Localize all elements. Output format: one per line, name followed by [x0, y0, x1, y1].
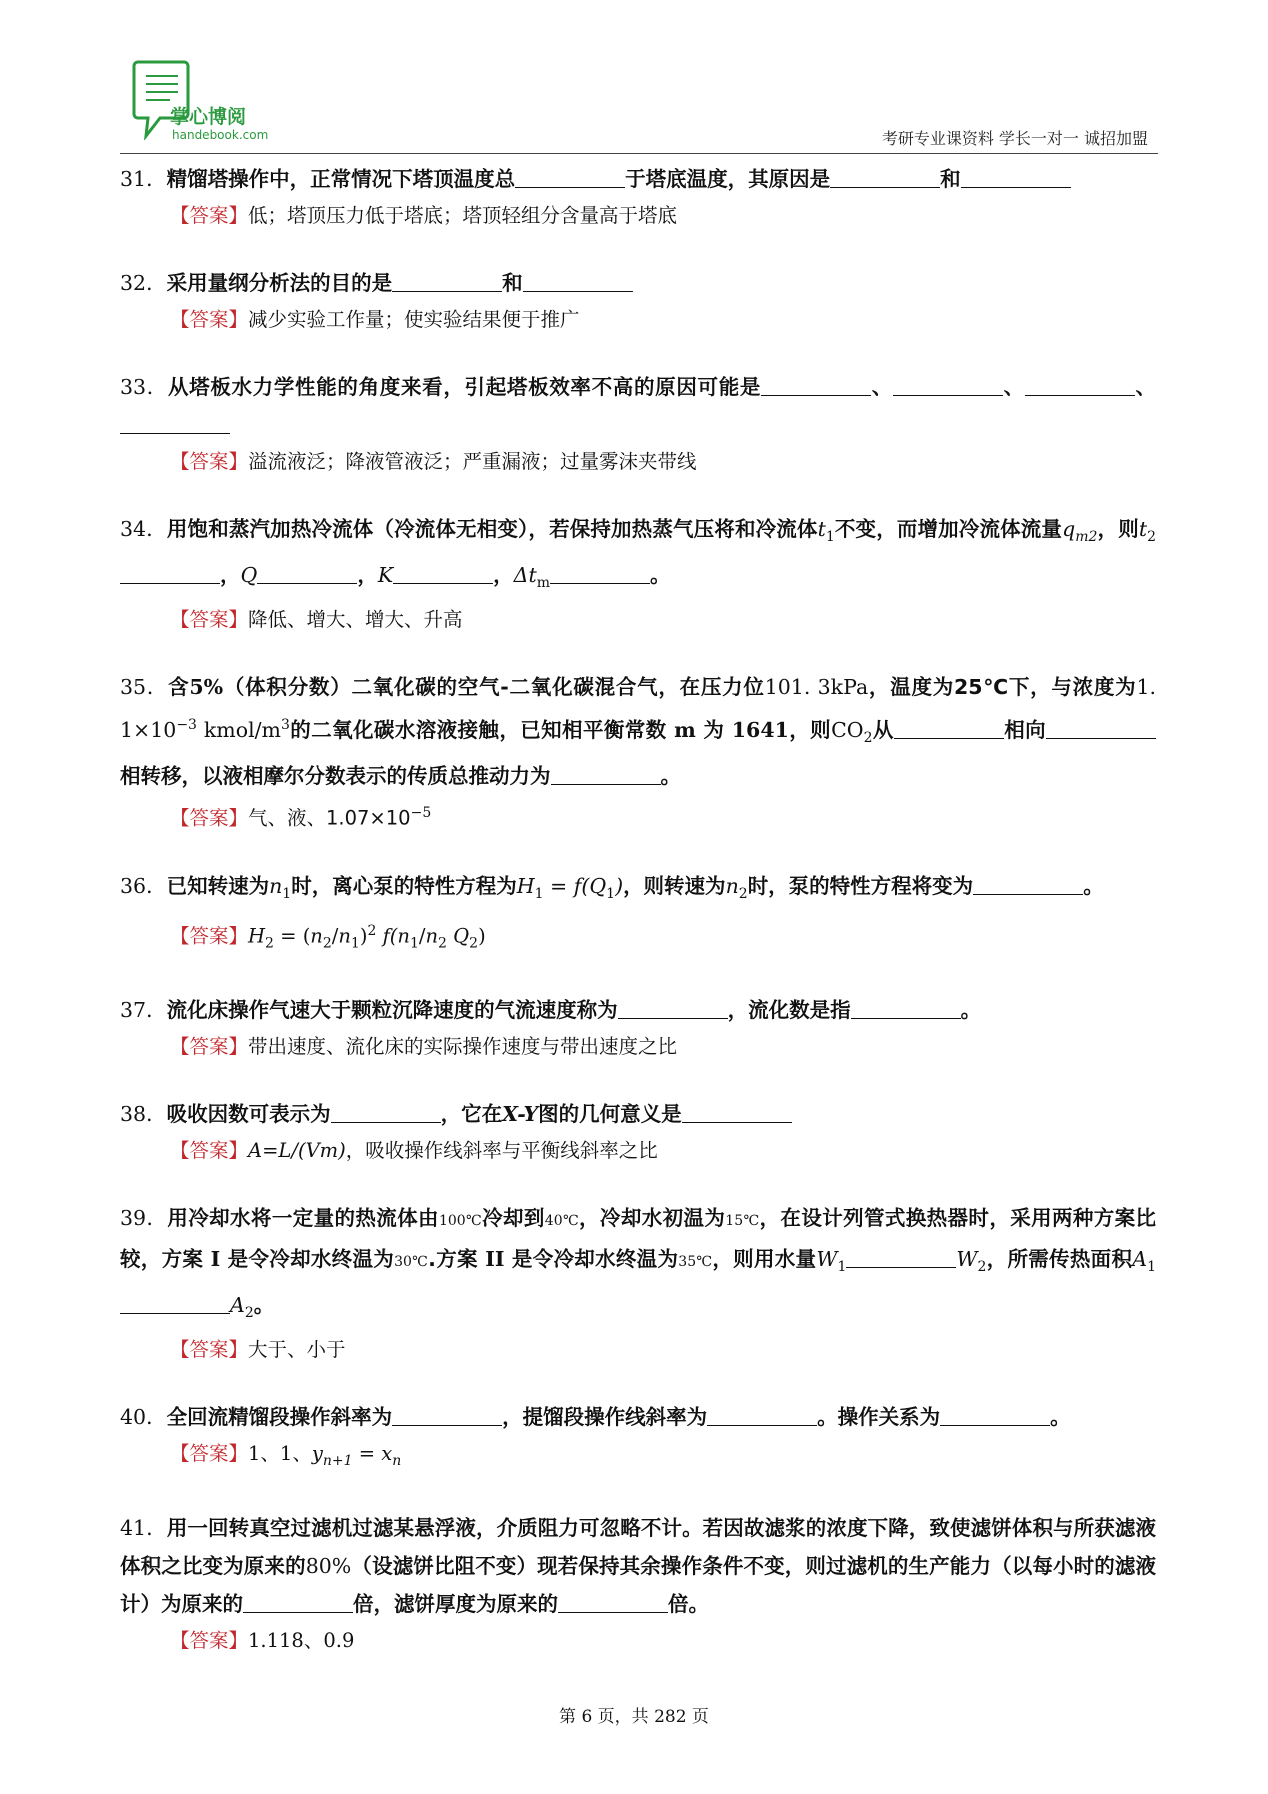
answer-blank[interactable] — [973, 872, 1083, 895]
answer-blank[interactable] — [940, 1403, 1050, 1426]
answer-blank[interactable] — [707, 1403, 817, 1426]
answer-blank[interactable] — [961, 165, 1071, 188]
question-39 — [120, 1199, 1156, 1368]
answer-blank[interactable] — [851, 996, 961, 1019]
answer-blank[interactable] — [893, 373, 1003, 396]
answer-blank[interactable] — [830, 165, 940, 188]
question-text: 34．用饱和蒸汽加热冷流体（冷流体无相变），若保持加热蒸气压将和冷流体$t_1$不变，而增加冷流体流量$q_{m2}$，则$t_2$，Q ，K ，$\Delta t_m$ 。 — [120, 517, 1157, 592]
answer: 【答案】A=L/(Vm)，吸收操作线斜率与平衡线斜率之比 — [170, 1139, 658, 1163]
question-list — [120, 160, 1156, 1689]
answer-label: 【答案】 — [170, 924, 249, 948]
question-text: 35．含5%（体积分数）二氧化碳的空气-二氧化碳混合气，在压力位101. 3kPa，温度为25℃下，与浓度为1. $1\times 10^{-3}$ kmol/$m^3$的二氧化碳水溶液接触，已知相平衡常数 m 为 1641，则$CO_2$从 相向相转移，以液相摩尔分数表示的传质总推动力为 。 — [120, 675, 1156, 789]
answer-label: 【答案】 — [170, 1629, 249, 1653]
answer-blank[interactable] — [392, 1403, 502, 1426]
answer-label: 【答案】 — [170, 806, 249, 830]
answer-blank[interactable] — [1025, 373, 1135, 396]
logo — [132, 60, 282, 150]
brand-site: handebook.com — [172, 128, 269, 142]
question-31 — [120, 160, 1156, 234]
question-40 — [120, 1398, 1156, 1479]
answer-label: 【答案】 — [170, 1338, 249, 1362]
answer-blank[interactable] — [550, 561, 650, 584]
answer: 【答案】减少实验工作量；使实验结果便于推广 — [170, 308, 580, 331]
answer-blank[interactable] — [243, 1590, 353, 1613]
question-text: 38．吸收因数可表示为 ，它在X-Y图的几何意义是 — [120, 1095, 1156, 1133]
question-38 — [120, 1095, 1156, 1169]
question-32 — [120, 264, 1156, 338]
answer-blank[interactable] — [515, 165, 625, 188]
answer: 【答案】溢流液泛；降液管液泛；严重漏液；过量雾沫夹带线 — [170, 450, 697, 473]
answer: 【答案】$H_2 = (n_2/n_1)^2$ $f(n_1/n_2$ $Q_2$) — [170, 922, 486, 952]
answer-label: 【答案】 — [170, 608, 249, 632]
answer-blank[interactable] — [761, 373, 871, 396]
answer-blank[interactable] — [120, 1291, 230, 1314]
question-35 — [120, 668, 1156, 836]
answer-blank[interactable] — [120, 561, 220, 584]
answer: 【答案】气、液、$1.07\times 10^{-5}$ — [170, 805, 432, 830]
answer-blank[interactable] — [331, 1100, 441, 1123]
question-36 — [120, 867, 1156, 961]
header-tagline: 考研专业课资料 学长一对一 诚招加盟 — [881, 129, 1148, 148]
answer-blank[interactable] — [523, 269, 633, 292]
answer-blank[interactable] — [894, 716, 1004, 739]
answer-label: 【答案】 — [170, 1442, 249, 1466]
answer-label: 【答案】 — [170, 450, 249, 473]
answer-blank[interactable] — [682, 1100, 792, 1123]
question-text: 37．流化床操作气速大于颗粒沉降速度的气流速度称为 ，流化数是指 。 — [120, 998, 982, 1023]
question-41 — [120, 1509, 1156, 1659]
answer-blank[interactable] — [393, 561, 493, 584]
question-text: 39．用冷却水将一定量的热流体由100℃冷却到40℃，冷却水初温为15℃，在设计列管式换热器时，采用两种方案比较，方案 I 是令冷却水终温为30℃.方案 II 是令冷却水终温为35℃，则用水量$W_1$ $W_2$，所需传热面积$A_1A_2$。 — [120, 1206, 1157, 1322]
answer-blank[interactable] — [618, 996, 728, 1019]
question-text: 41．用一回转真空过滤机过滤某悬浮液，介质阻力可忽略不计。若因故滤浆的浓度下降，致使滤饼体积与所获滤液体积之比变为原来的80%（设滤饼比阻不变）现若保持其余操作条件不变，则过滤机的生产能力（以每小时的滤液计）为原来的 倍，滤饼厚度为原来的 倍。 — [120, 1516, 1157, 1617]
answer-blank[interactable] — [257, 561, 357, 584]
question-text: 33．从塔板水力学性能的角度来看，引起塔板效率不高的原因可能是 、 、 、 — [120, 368, 1156, 444]
answer-blank[interactable] — [120, 411, 230, 434]
answer-blank[interactable] — [846, 1245, 956, 1268]
answer: 【答案】降低、增大、增大、升高 — [170, 608, 463, 632]
page-header — [0, 0, 1268, 160]
question-34 — [120, 510, 1156, 638]
question-37 — [120, 991, 1156, 1065]
answer-blank[interactable] — [392, 269, 502, 292]
answer: 【答案】大于、小于 — [170, 1338, 346, 1362]
answer-label: 【答案】 — [170, 308, 249, 331]
page-footer: 第 6 页，共 282 页 — [559, 1707, 709, 1727]
answer-blank[interactable] — [558, 1590, 668, 1613]
question-33 — [120, 368, 1156, 480]
answer-blank[interactable] — [1046, 716, 1156, 739]
answer-blank[interactable] — [551, 762, 661, 785]
question-text: 40．全回流精馏段操作斜率为 ，提馏段操作线斜率为 。操作关系为 。 — [120, 1405, 1071, 1430]
question-text: 36．已知转速为$n_1$时，离心泵的特性方程为$H_1 = f(Q_1)$，则转速为$n_2$时，泵的特性方程将变为 。 — [120, 873, 1104, 902]
answer-label: 【答案】 — [170, 1035, 249, 1059]
question-text: 32．采用量纲分析法的目的是 和 — [120, 264, 1156, 302]
question-text: 31．精馏塔操作中，正常情况下塔顶温度总 于塔底温度，其原因是 和 — [120, 160, 1156, 198]
answer: 【答案】带出速度、流化床的实际操作速度与带出速度之比 — [170, 1035, 678, 1059]
answer-label: 【答案】 — [170, 1139, 249, 1163]
brand-name: 掌心博阅 — [170, 106, 247, 128]
answer: 【答案】1.118、0.9 — [170, 1629, 355, 1653]
answer-label: 【答案】 — [170, 204, 249, 227]
answer: 【答案】低；塔顶压力低于塔底；塔顶轻组分含量高于塔底 — [170, 204, 678, 227]
answer: 【答案】1、1、$y_{n+1} = x_n$ — [170, 1442, 402, 1470]
header-divider — [120, 153, 1158, 154]
